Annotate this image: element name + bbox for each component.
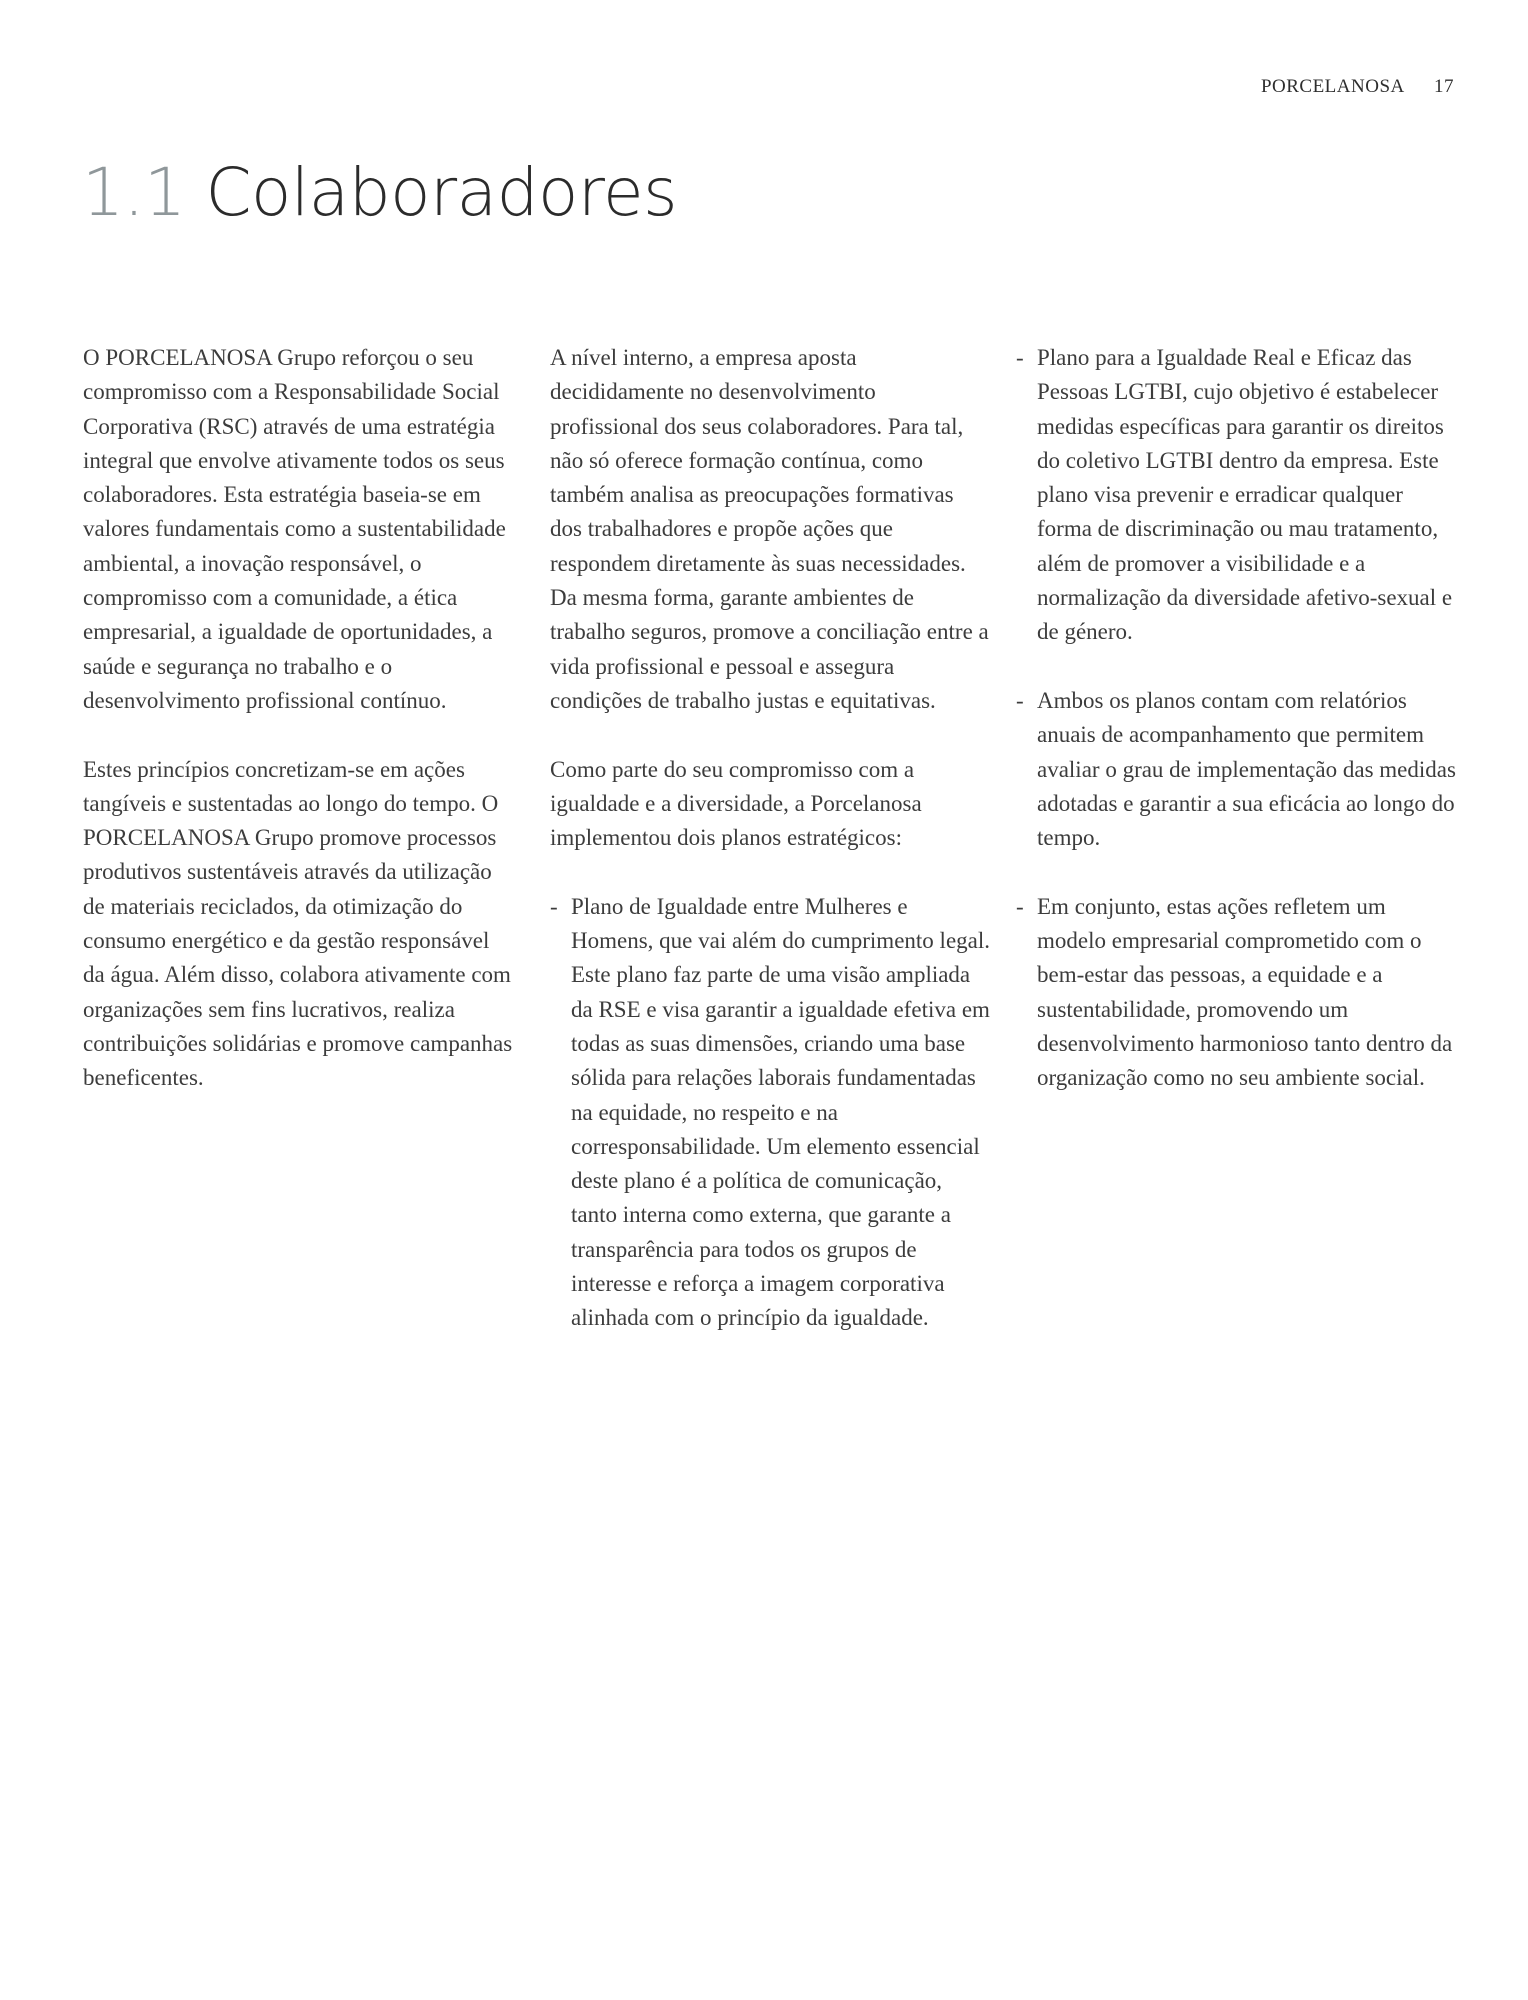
- page-number: 17: [1434, 76, 1454, 97]
- list-item: [1016, 341, 1456, 650]
- list-item: [550, 890, 990, 1336]
- section-number: 1.1: [82, 154, 186, 231]
- list-item-text: Ambos os planos contam com relatórios anuais de acompanhamento que permitem avaliar o grau de implementação das medidas adotadas e garantir a sua eficácia ao longo do tempo.: [1037, 687, 1456, 851]
- list-item-text: Plano de Igualdade entre Mulheres e Homens, que vai além do cumprimento legal. Este plano faz parte de uma visão ampliada da RSE e visa garantir a igualdade efetiva em todas as suas dimensões, criando uma base sólida para relações laborais fundamentadas na equidade, no respeito e na corresponsabilidade. Um elemento essencial deste plano é a política de comunicação, tanto interna como externa, que garante a transparência para todos os grupos de interesse e reforça a imagem corporativa alinhada com o princípio da igualdade.: [571, 893, 990, 1331]
- text-column-2: [550, 341, 990, 1370]
- bullet-marker: -: [550, 893, 558, 919]
- bullet-marker: -: [1016, 345, 1024, 370]
- page-title: [82, 154, 678, 231]
- paragraph: A nível interno, a empresa aposta decididamente no desenvolvimento profissional dos seus colaboradores. Para tal, não só oferece formação contínua, como também analisa as preocupações formativas dos trabalhadores e propõe ações que respondem diretamente às suas necessidades. Da mesma forma, garante ambientes de trabalho seguros, promove a conciliação entre a vida profissional e pessoal e assegura condições de trabalho justas e equitativas.: [550, 345, 989, 713]
- text-column-1: [83, 341, 515, 1130]
- brand-name: PORCELANOSA: [1260, 76, 1405, 97]
- list-item-text: Em conjunto, estas ações refletem um modelo empresarial comprometido com o bem-estar das pessoas, a equidade e a sustentabilidade, promovendo um desenvolvimento harmonioso tanto dentro da organização como no seu ambiente social.: [1037, 893, 1453, 1091]
- section-title: Colaboradores: [205, 154, 678, 231]
- list-item: [1016, 890, 1456, 1096]
- page-header: [1261, 76, 1454, 98]
- text-column-3: [1016, 341, 1456, 1130]
- list-item: [1016, 684, 1456, 855]
- paragraph: Estes princípios concretizam-se em ações tangíveis e sustentadas ao longo do tempo. O PORCELANOSA Grupo promove processos produtivos sustentáveis através da utilização de materiais reciclados, da otimização do consumo energético e da gestão responsável da água. Além disso, colabora ativamente com organizações sem fins lucrativos, realiza contribuições solidárias e promove campanhas beneficentes.: [83, 756, 513, 1091]
- bullet-marker: -: [1016, 893, 1024, 919]
- paragraph: O PORCELANOSA Grupo reforçou o seu compromisso com a Responsabilidade Social Corporativa (RSC) através de uma estratégia integral que envolve ativamente todos os seus colaboradores. Esta estratégia baseia-se em valores fundamentais como a sustentabilidade ambiental, a inovação responsável, o compromisso com a comunidade, a ética empresarial, a igualdade de oportunidades, a saúde e segurança no trabalho e o desenvolvimento profissional contínuo.: [83, 345, 506, 713]
- list-item-text: Plano para a Igualdade Real e Eficaz das Pessoas LGTBI, cujo objetivo é estabelecer medidas específicas para garantir os direitos do coletivo LGTBI dentro da empresa. Este plano visa prevenir e erradicar qualquer forma de discriminação ou mau tratamento, além de promover a visibilidade e a normalização da diversidade afetivo-sexual e de género.: [1037, 345, 1453, 645]
- paragraph: Como parte do seu compromisso com a igualdade e a diversidade, a Porcelanosa implementou dois planos estratégicos:: [550, 756, 922, 851]
- bullet-marker: -: [1016, 687, 1024, 713]
